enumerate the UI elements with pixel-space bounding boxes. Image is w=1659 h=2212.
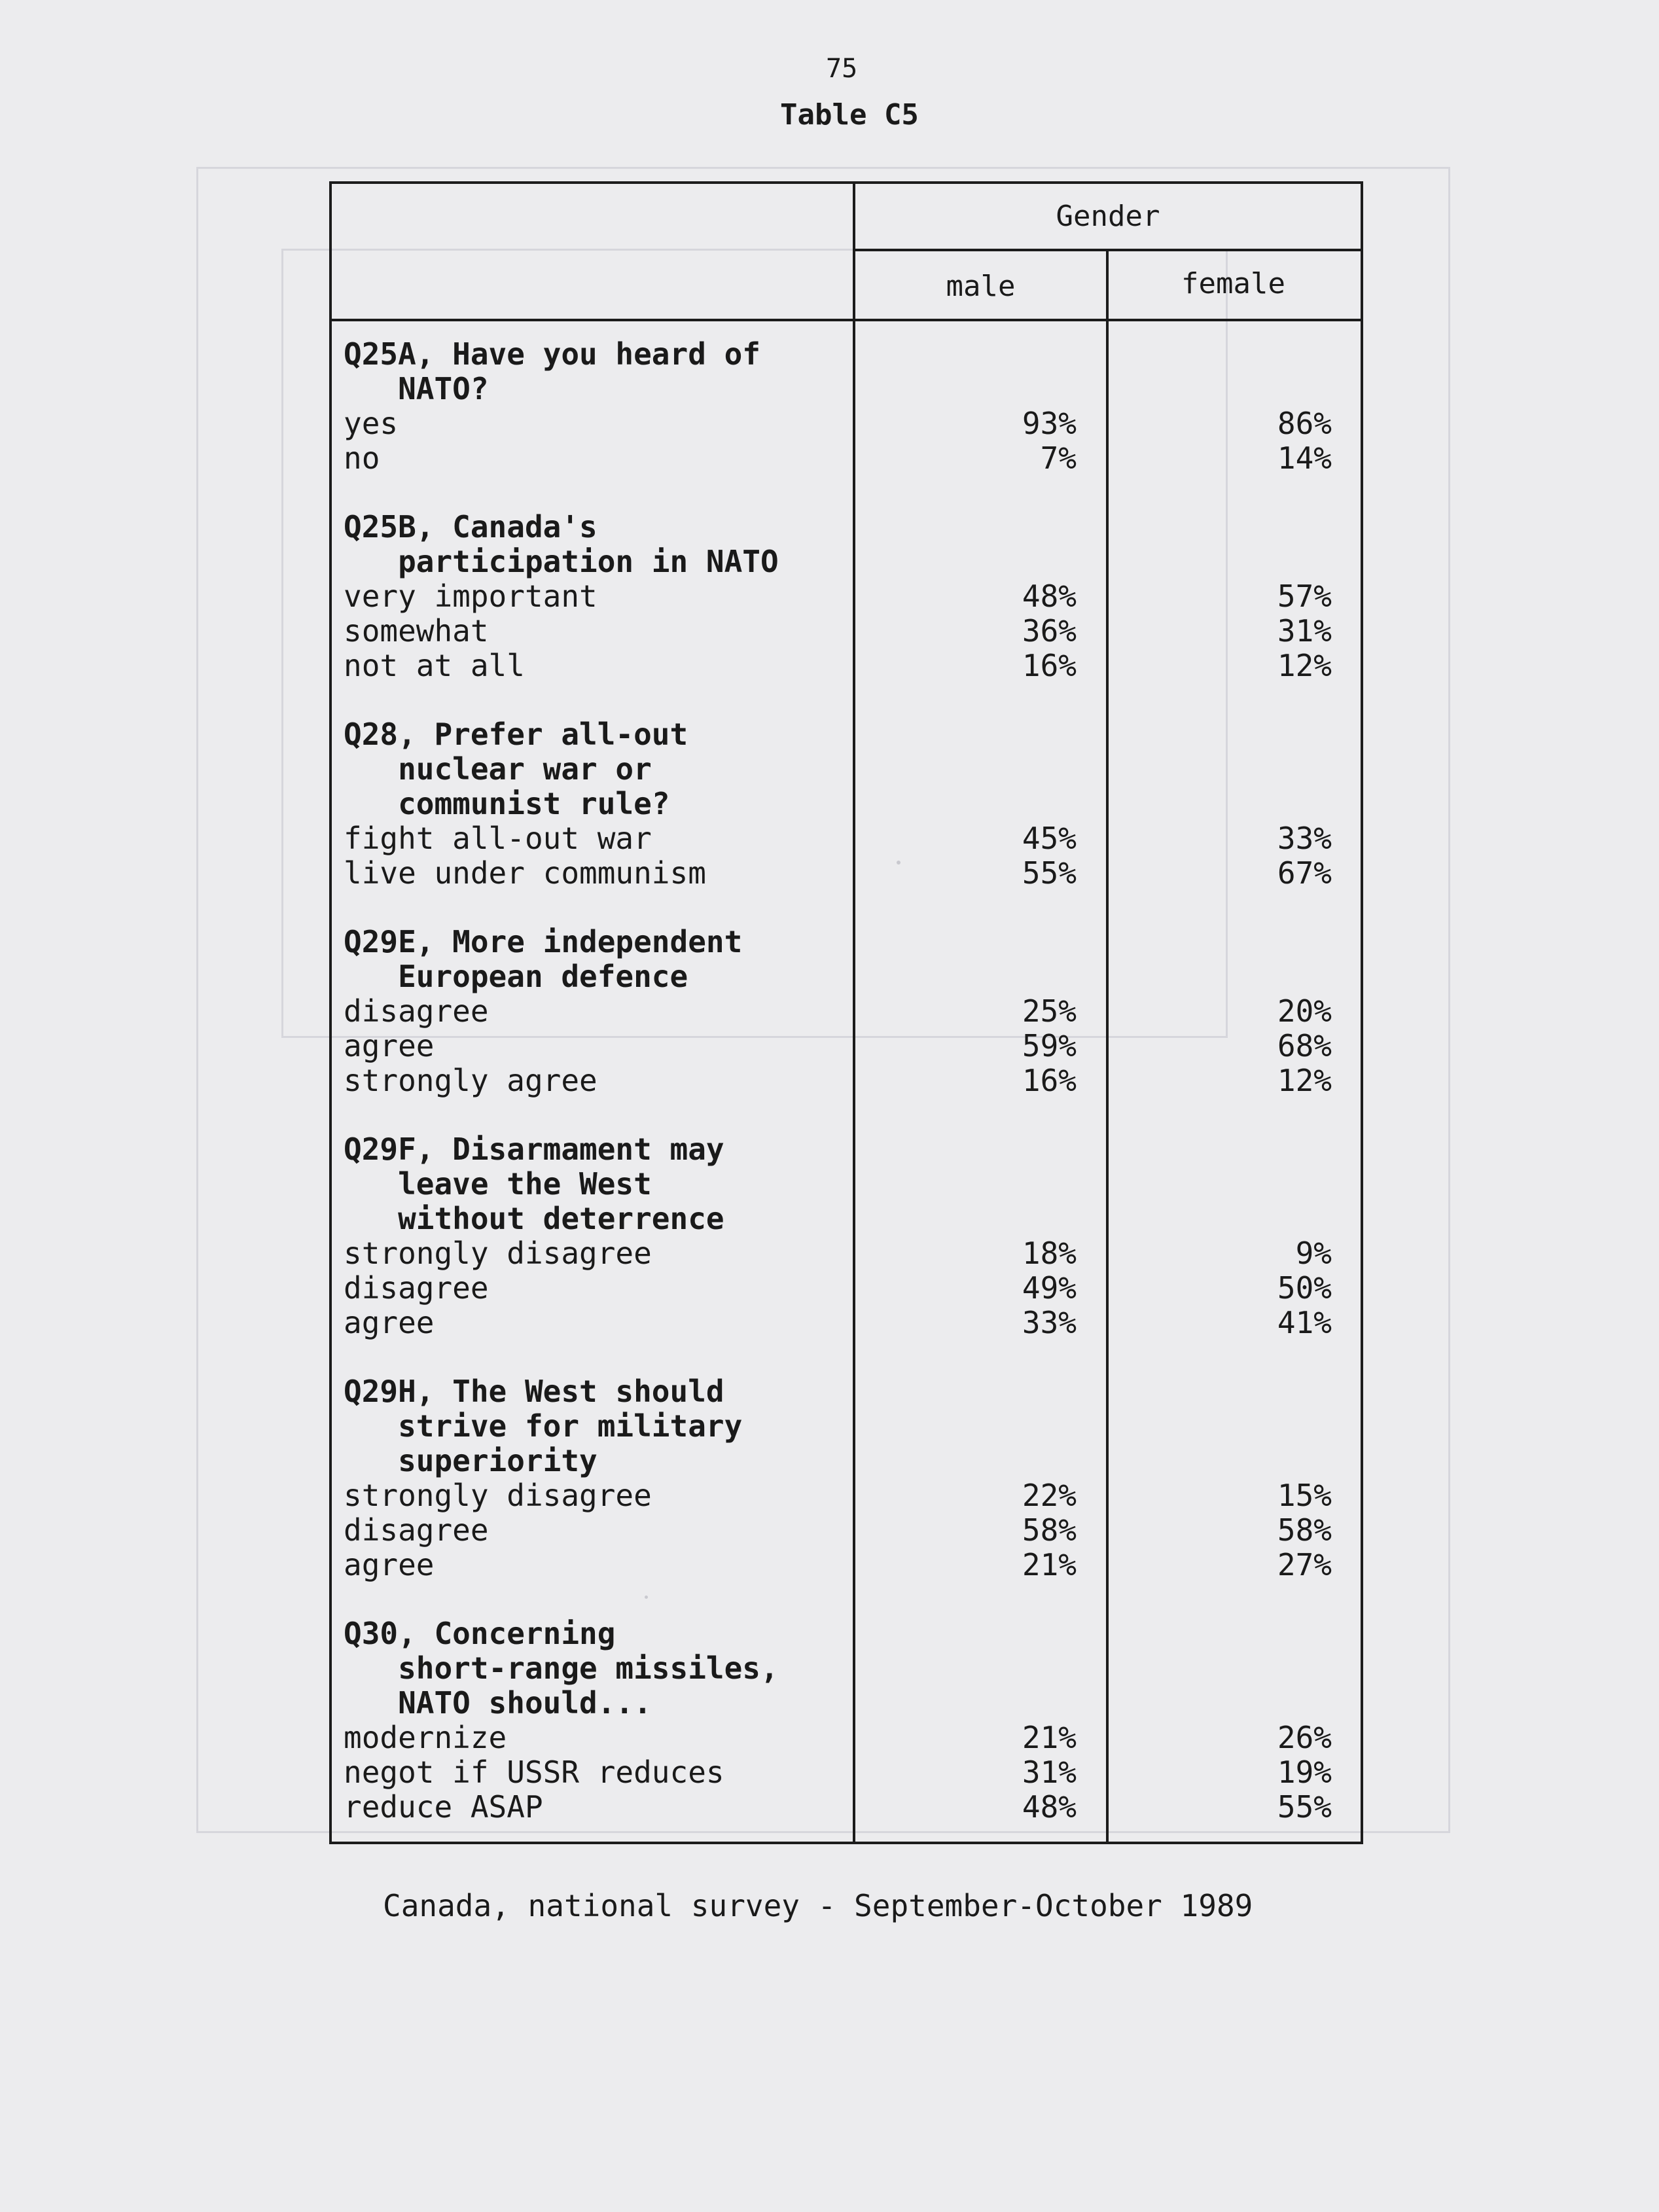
response-label: strongly agree [344, 1063, 598, 1098]
column-header-rule [329, 319, 1361, 321]
question-text: without deterrence [344, 1201, 724, 1236]
section-spacer [344, 1098, 1365, 1132]
male-percent: 16% [1022, 1063, 1077, 1098]
paper-speck [645, 1596, 648, 1599]
male-percent: 25% [1022, 993, 1077, 1029]
female-percent: 55% [1277, 1789, 1332, 1825]
male-percent: 49% [1022, 1270, 1077, 1306]
question-heading [344, 959, 1365, 994]
question-heading [344, 1202, 1365, 1236]
response-label: live under communism [344, 855, 706, 891]
section-spacer [344, 1340, 1365, 1374]
question-heading [344, 372, 1365, 406]
male-percent: 59% [1022, 1028, 1077, 1063]
female-percent: 41% [1277, 1305, 1332, 1340]
question-heading [344, 1167, 1365, 1202]
question-text: communist rule? [344, 786, 670, 821]
page-number: 75 [826, 54, 858, 84]
female-percent: 33% [1277, 821, 1332, 856]
female-percent: 27% [1277, 1547, 1332, 1582]
female-column-header: female [1181, 267, 1285, 300]
table-body [344, 337, 1365, 1825]
response-label: agree [344, 1547, 435, 1582]
table-row [344, 856, 1365, 891]
section-spacer [344, 1582, 1365, 1616]
table-row [344, 441, 1365, 476]
question-heading [344, 337, 1365, 372]
response-label: reduce ASAP [344, 1789, 543, 1825]
male-percent: 48% [1022, 1789, 1077, 1825]
response-label: negot if USSR reduces [344, 1755, 724, 1790]
response-label: modernize [344, 1720, 507, 1755]
table-row [344, 614, 1365, 649]
table-row [344, 1271, 1365, 1306]
question-heading [344, 1374, 1365, 1409]
question-text: superiority [344, 1443, 598, 1478]
table-row [344, 649, 1365, 683]
response-label: strongly disagree [344, 1478, 652, 1513]
response-label: somewhat [344, 613, 489, 649]
male-percent: 21% [1022, 1720, 1077, 1755]
table-row [344, 406, 1365, 441]
male-percent: 21% [1022, 1547, 1077, 1582]
female-percent: 31% [1277, 613, 1332, 649]
question-heading [344, 1616, 1365, 1651]
table-row [344, 1029, 1365, 1063]
male-percent: 16% [1022, 648, 1077, 683]
gender-header-rule [853, 249, 1361, 251]
question-heading [344, 717, 1365, 752]
male-column-header: male [946, 270, 1016, 303]
male-percent: 58% [1022, 1512, 1077, 1548]
section-spacer [344, 476, 1365, 510]
table-row [344, 1548, 1365, 1582]
table-row [344, 994, 1365, 1029]
question-text: Q30, Concerning [344, 1616, 616, 1651]
question-heading [344, 787, 1365, 821]
male-percent: 18% [1022, 1236, 1077, 1271]
response-label: very important [344, 579, 598, 614]
male-percent: 22% [1022, 1478, 1077, 1513]
table-row [344, 1790, 1365, 1825]
male-percent: 45% [1022, 821, 1077, 856]
female-percent: 14% [1277, 440, 1332, 476]
table-row [344, 1306, 1365, 1340]
question-text: short-range missiles, [344, 1650, 779, 1686]
male-percent: 93% [1022, 406, 1077, 441]
female-percent: 57% [1277, 579, 1332, 614]
question-heading [344, 752, 1365, 787]
question-text: Q29E, More independent [344, 924, 743, 959]
response-label: agree [344, 1028, 435, 1063]
section-spacer [344, 891, 1365, 925]
question-text: nuclear war or [344, 751, 652, 787]
table-row [344, 579, 1365, 614]
female-percent: 20% [1277, 993, 1332, 1029]
female-percent: 67% [1277, 855, 1332, 891]
question-text: leave the West [344, 1166, 652, 1202]
response-label: agree [344, 1305, 435, 1340]
table-row [344, 1063, 1365, 1098]
question-text: Q25A, Have you heard of [344, 336, 760, 372]
section-spacer [344, 683, 1365, 717]
male-percent: 7% [1040, 440, 1077, 476]
response-label: disagree [344, 1512, 489, 1548]
question-text: Q29H, The West should [344, 1374, 724, 1409]
response-label: strongly disagree [344, 1236, 652, 1271]
male-percent: 31% [1022, 1755, 1077, 1790]
female-percent: 12% [1277, 1063, 1332, 1098]
question-text: European defence [344, 959, 688, 994]
table-row [344, 1236, 1365, 1271]
table-row [344, 1478, 1365, 1513]
table-row [344, 1513, 1365, 1548]
female-percent: 15% [1277, 1478, 1332, 1513]
question-text: Q29F, Disarmament may [344, 1132, 724, 1167]
response-label: disagree [344, 993, 489, 1029]
table-row [344, 1721, 1365, 1755]
question-heading [344, 1132, 1365, 1167]
male-percent: 33% [1022, 1305, 1077, 1340]
female-percent: 26% [1277, 1720, 1332, 1755]
table-footnote: Canada, national survey - September-October 1989 [383, 1888, 1253, 1923]
response-label: disagree [344, 1270, 489, 1306]
question-text: Q25B, Canada's [344, 509, 598, 544]
male-percent: 55% [1022, 855, 1077, 891]
response-label: yes [344, 406, 399, 441]
question-heading [344, 510, 1365, 544]
female-percent: 86% [1277, 406, 1332, 441]
table-title: Table C5 [780, 98, 919, 132]
question-text: NATO? [344, 371, 489, 406]
table-row [344, 1755, 1365, 1790]
female-percent: 9% [1295, 1236, 1332, 1271]
question-text: Q28, Prefer all-out [344, 717, 688, 752]
question-heading [344, 1651, 1365, 1686]
response-label: fight all-out war [344, 821, 652, 856]
male-percent: 36% [1022, 613, 1077, 649]
paper-speck [897, 861, 901, 865]
female-percent: 12% [1277, 648, 1332, 683]
female-percent: 58% [1277, 1512, 1332, 1548]
female-percent: 68% [1277, 1028, 1332, 1063]
question-heading [344, 1686, 1365, 1721]
question-text: strive for military [344, 1408, 743, 1444]
question-heading [344, 1409, 1365, 1444]
gender-header: Gender [1056, 200, 1160, 233]
question-heading [344, 544, 1365, 579]
question-heading [344, 925, 1365, 959]
response-label: no [344, 440, 380, 476]
question-text: NATO should... [344, 1685, 652, 1721]
question-heading [344, 1444, 1365, 1478]
response-label: not at all [344, 648, 525, 683]
table-row [344, 821, 1365, 856]
male-percent: 48% [1022, 579, 1077, 614]
female-percent: 19% [1277, 1755, 1332, 1790]
female-percent: 50% [1277, 1270, 1332, 1306]
question-text: participation in NATO [344, 544, 779, 579]
